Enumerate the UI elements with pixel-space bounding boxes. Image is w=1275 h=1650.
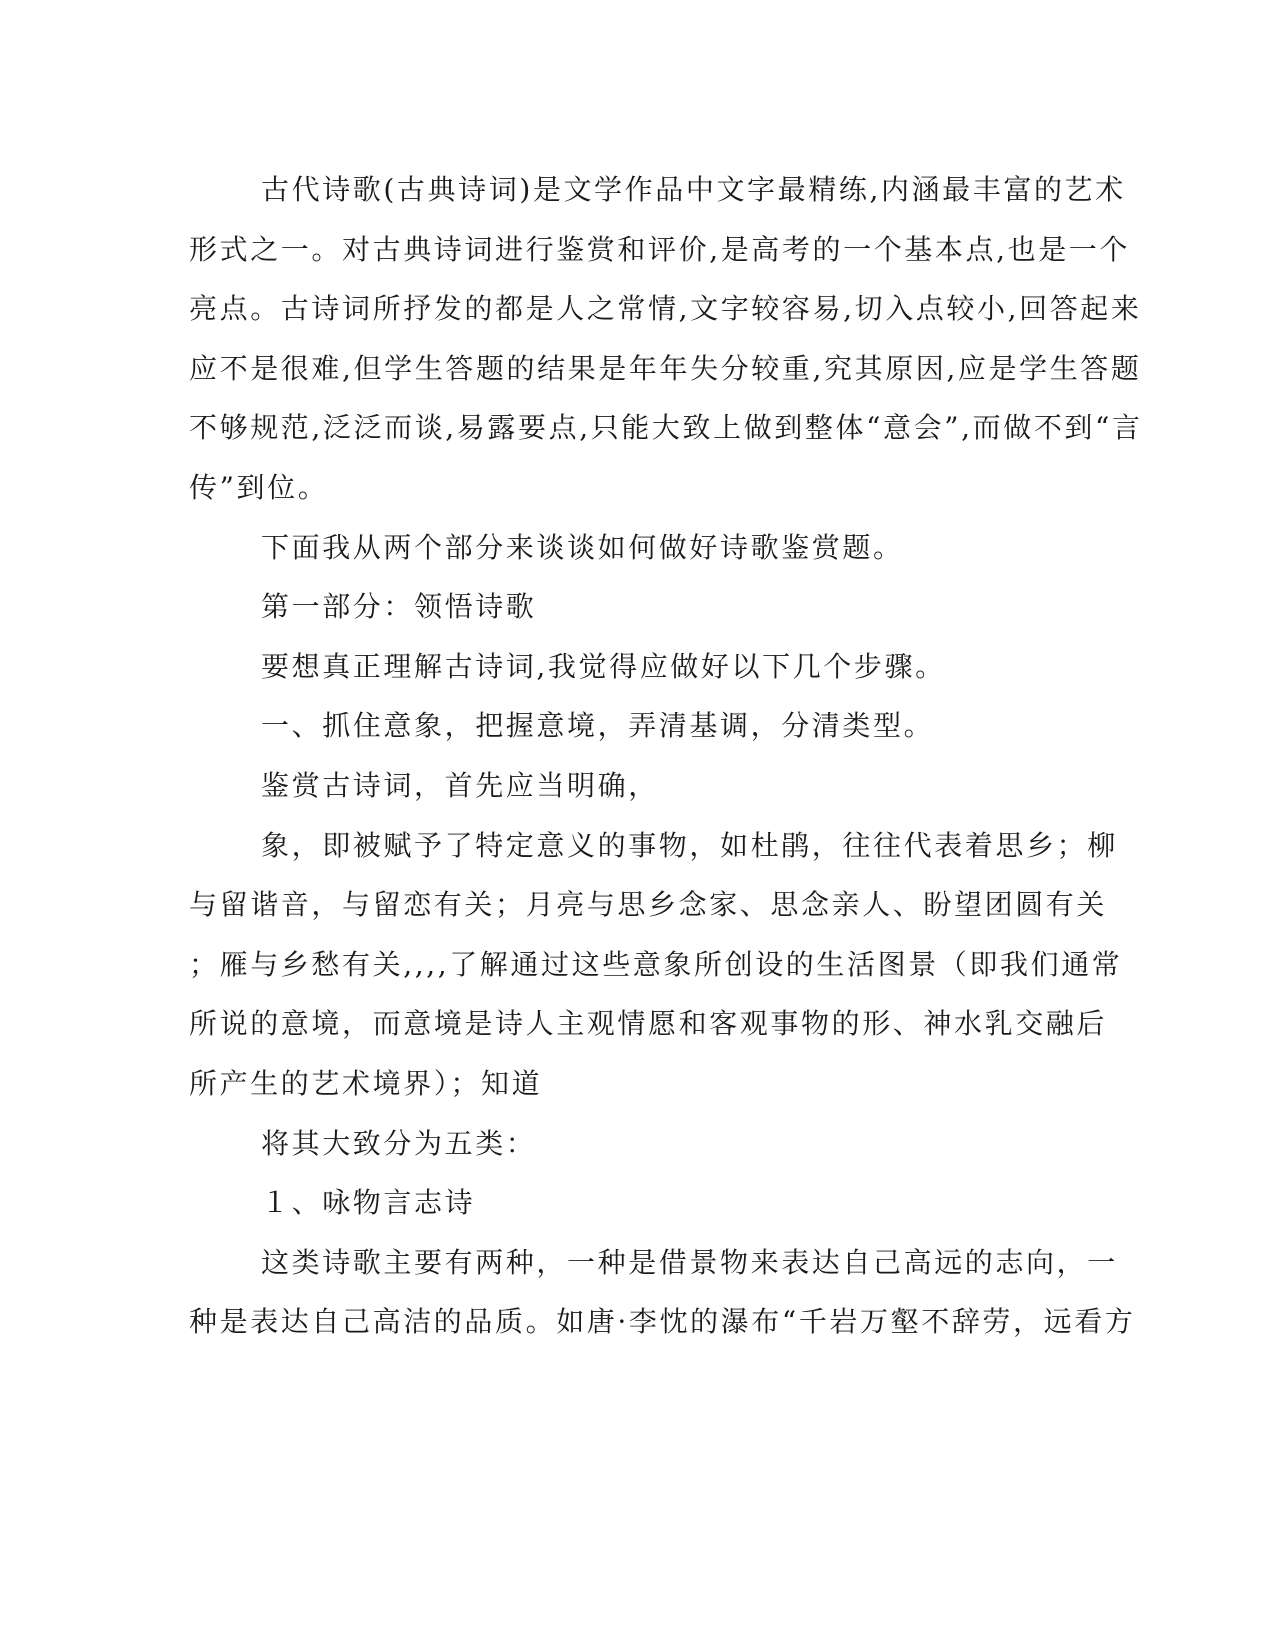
- text-line: 将其大致分为五类：: [261, 1126, 537, 1160]
- text-line: 一、抓住意象，把握意境，弄清基调，分清类型。: [261, 709, 935, 743]
- text-line: 所产生的艺术境界）；知道: [189, 1066, 543, 1100]
- text-line: 传”到位。: [189, 470, 329, 504]
- text-line: 下面我从两个部分来谈谈如何做好诗歌鉴赏题。: [261, 530, 904, 564]
- text-line: 亮点。古诗词所抒发的都是人之常情,文字较容易,切入点较小,回答起来: [189, 292, 1142, 326]
- paragraph-appreciation: [189, 756, 1082, 816]
- text-line: 象，即被赋予了特定意义的事物，如杜鹃，往往代表着思乡；柳: [261, 828, 1118, 862]
- text-line: 这类诗歌主要有两种，一种是借景物来表达自己高远的志向，一: [261, 1245, 1118, 1279]
- paragraph-overview: [189, 518, 1082, 578]
- text-line: 古代诗歌(古典诗词)是文学作品中文字最精练,内涵最丰富的艺术: [261, 173, 1126, 206]
- text-line: 与留谐音，与留恋有关；月亮与思乡念家、思念亲人、盼望团圆有关: [189, 888, 1108, 922]
- text-line: １、咏物言志诗: [261, 1186, 476, 1220]
- document-body: [189, 160, 1143, 1352]
- text-line: 不够规范,泛泛而谈,易露要点,只能大致上做到整体“意会”,而做不到“言: [189, 411, 1143, 445]
- text-line: 第一部分：领悟诗歌: [261, 590, 537, 624]
- paragraph-categories: [189, 1114, 1082, 1174]
- text-line: 所说的意境，而意境是诗人主观情愿和客观事物的形、神水乳交融后: [189, 1007, 1108, 1041]
- paragraph-intro: [189, 160, 1143, 518]
- text-line: 应不是很难,但学生答题的结果是年年失分较重,究其原因,应是学生答题: [189, 351, 1142, 385]
- step-heading-one: [189, 696, 1082, 756]
- section-heading-part-one: [189, 577, 1082, 637]
- text-line: 要想真正理解古诗词,我觉得应做好以下几个步骤。: [261, 649, 946, 683]
- paragraph-imagery: [189, 816, 1123, 1114]
- text-line: 种是表达自己高洁的品质。如唐·李忱的瀑布“千岩万壑不辞劳，远看方: [189, 1305, 1136, 1339]
- paragraph-steps-intro: [189, 637, 1082, 697]
- text-line: ；雁与乡愁有关,,,,了解通过这些意象所创设的生活图景（即我们通常: [189, 947, 1123, 981]
- paragraph-category-one: [189, 1233, 1136, 1352]
- text-line: 鉴赏古诗词，首先应当明确，: [261, 768, 659, 802]
- text-line: 形式之一。对古典诗词进行鉴赏和评价,是高考的一个基本点,也是一个: [189, 232, 1131, 266]
- category-heading-one: [189, 1173, 1082, 1233]
